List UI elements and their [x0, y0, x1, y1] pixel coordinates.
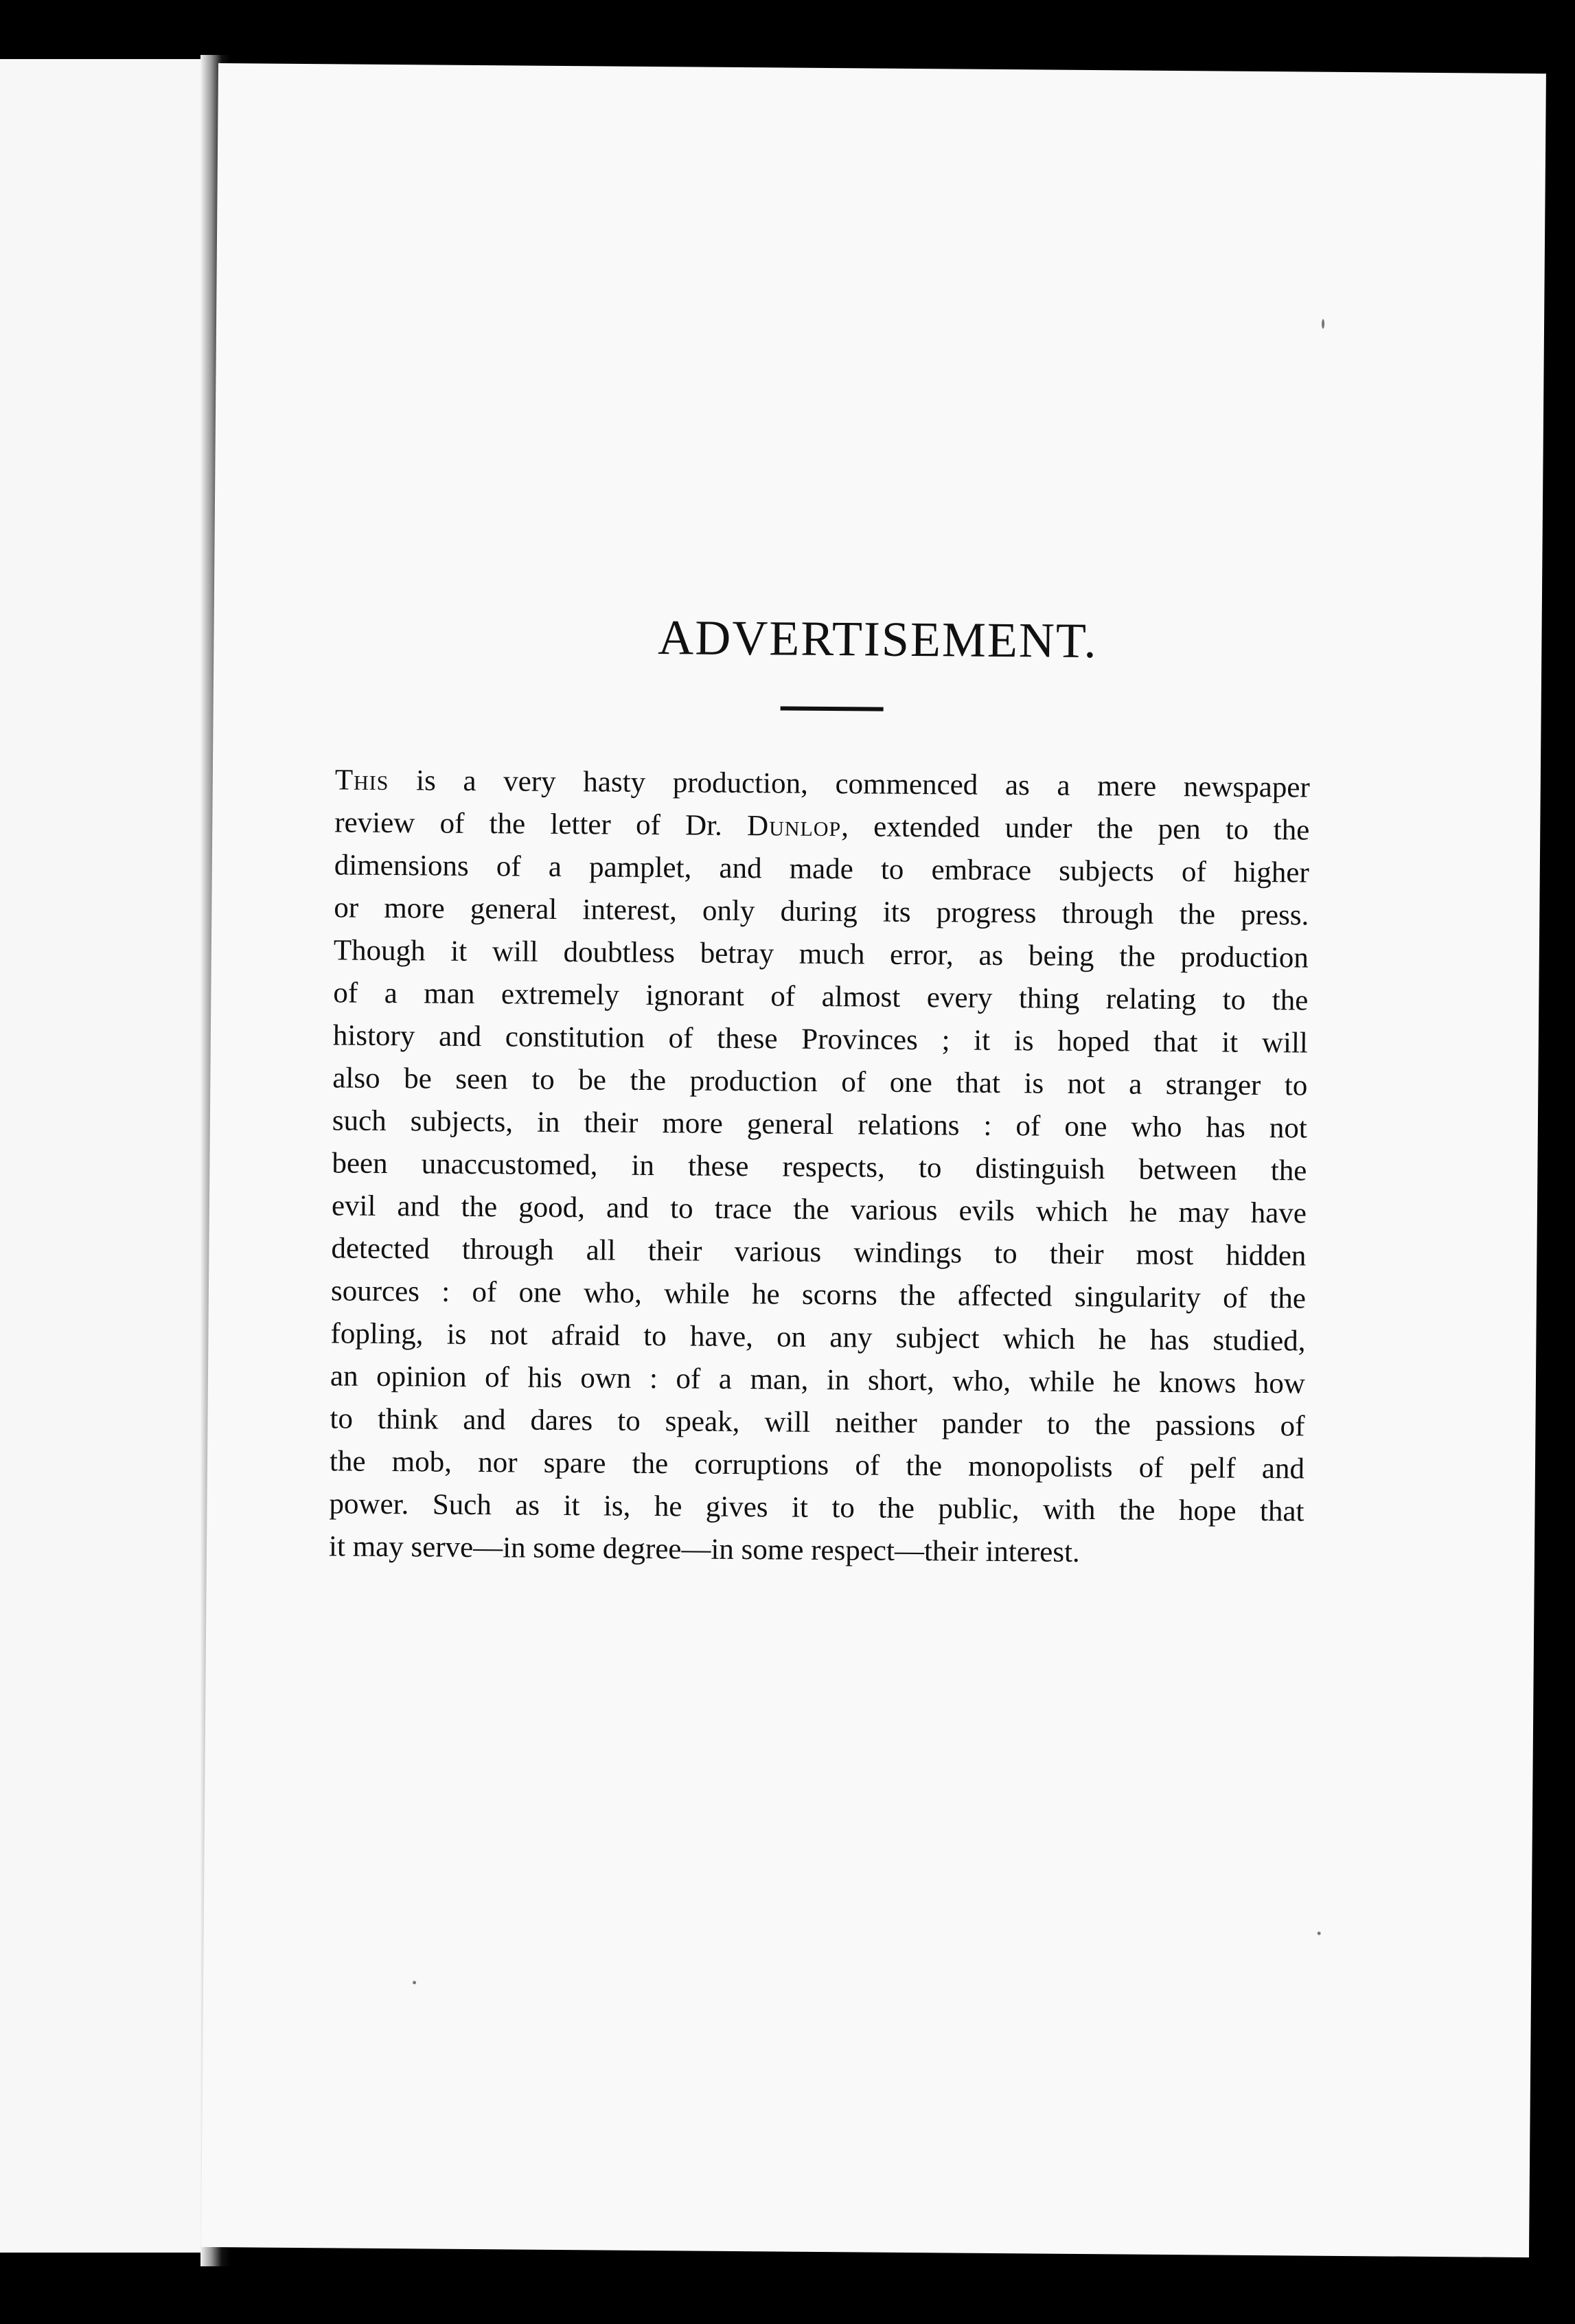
text-line: of a man extremely ignorant of almost every thing relating to the: [333, 977, 1309, 1017]
page-content: [201, 63, 1546, 2257]
page-title: ADVERTISEMENT.: [657, 610, 1098, 669]
facing-page-edge: [0, 59, 207, 2253]
text-line: power. Such as it is, he gives it to the public, with the hope that: [329, 1488, 1304, 1528]
text-line: such subjects, in their more general relations : of one who has not: [332, 1104, 1308, 1145]
opening-word: This: [334, 764, 389, 797]
text-line: to think and dares to speak, will neither pander to the passions of: [330, 1402, 1305, 1443]
text-line: history and constitution of these Provinces ; it is hoped that it will: [332, 1019, 1309, 1060]
text-line: detected through all their various windings to their most hidden: [331, 1232, 1307, 1273]
text-line: dimensions of a pamplet, and made to embrace subjects of higher: [334, 849, 1309, 889]
line-text: , extended under the pen to the: [841, 810, 1310, 847]
page: [201, 63, 1546, 2257]
ink-speck: [1322, 319, 1324, 329]
text-line: it may serve—in some degree—in some respect—their interest.: [328, 1530, 1080, 1569]
line-text: review of the letter of Dr.: [334, 806, 748, 843]
text-line: evil and the good, and to trace the various evils which he may have: [331, 1189, 1307, 1230]
text-line: or more general interest, only during its progress through the press.: [334, 891, 1309, 932]
title-rule: [781, 706, 884, 711]
author-name: Dunlop: [746, 810, 842, 843]
text-line: also be seen to be the production of one that is not a stranger to: [332, 1062, 1308, 1102]
text-line: been unaccustomed, in these respects, to distinguish between the: [332, 1147, 1307, 1187]
text-line: the mob, nor spare the corruptions of the monopolists of pelf and: [329, 1445, 1305, 1485]
text-line: fopling, is not afraid to have, on any subject which he has studied,: [330, 1317, 1306, 1358]
text-line: [334, 801, 1309, 852]
text-line: sources : of one who, while he scorns the affected singularity of the: [330, 1275, 1307, 1315]
text-line: [335, 759, 1310, 809]
ink-speck: [1318, 1932, 1321, 1935]
ink-speck: [413, 1981, 416, 1984]
text-line: an opinion of his own : of a man, in short, who, while he knows how: [330, 1360, 1306, 1400]
line-text: is a very hasty production, commenced as a mere newspaper: [389, 764, 1310, 804]
advertisement-paragraph: [329, 759, 1310, 1575]
text-line: Though it will doubtless betray much error, as being the production: [333, 934, 1309, 975]
